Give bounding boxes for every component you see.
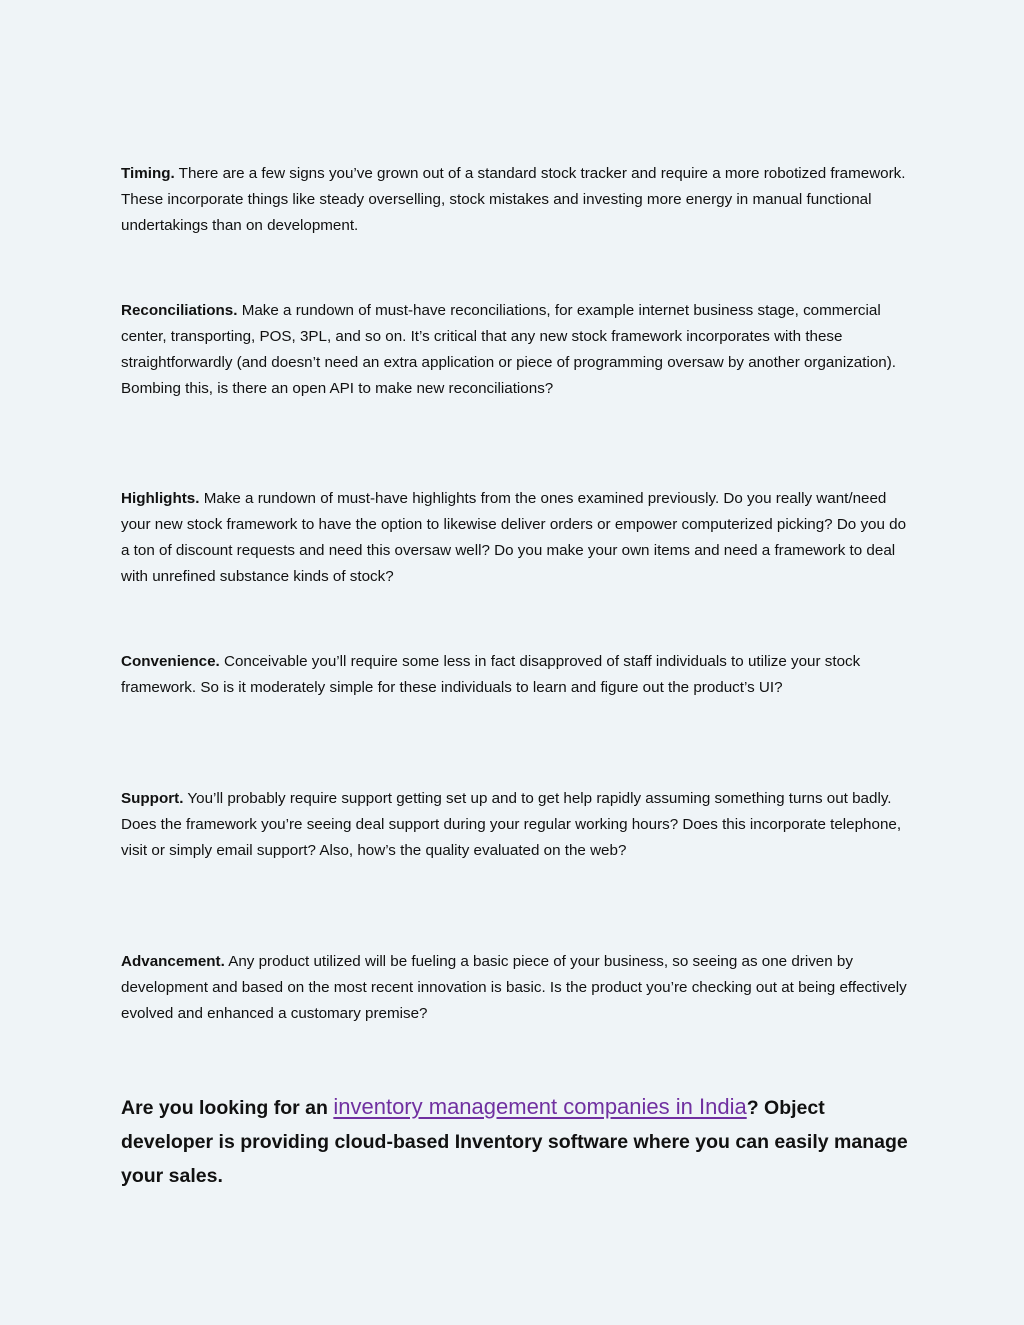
section-body: Any product utilized will be fueling a basic piece of your business, so seeing as one driven by development and based on the most recent innovation is basic. Is the product you’re checking out at being effectively evolved and enhanced a customary premise?: [121, 953, 907, 1022]
section-term: Timing.: [121, 165, 175, 182]
section-highlights: [121, 486, 911, 590]
inventory-companies-link[interactable]: inventory management companies in India: [333, 1094, 747, 1119]
cta-tail: ? Object developer is providing cloud-based Inventory software where you can easily manage your sales.: [121, 1097, 908, 1187]
call-to-action: [121, 1090, 911, 1193]
section-body: There are a few signs you’ve grown out of a standard stock tracker and require a more robotized framework. These incorporate things like steady overselling, stock mistakes and investing more energy in manual functional undertakings than on development.: [121, 165, 906, 234]
section-body: Make a rundown of must-have highlights from the ones examined previously. Do you really want/need your new stock framework to have the option to likewise deliver orders or empower computerized picking? Do you do a ton of discount requests and need this oversaw well? Do you make your own items and need a framework to deal with unrefined substance kinds of stock?: [121, 490, 907, 585]
section-convenience: [121, 649, 911, 701]
section-term: Reconciliations.: [121, 302, 238, 319]
section-term: Support.: [121, 790, 184, 807]
section-support: [121, 786, 911, 864]
section-term: Advancement.: [121, 953, 225, 970]
section-reconciliations: [121, 298, 911, 402]
section-term: Convenience.: [121, 653, 220, 670]
section-term: Highlights.: [121, 490, 200, 507]
section-timing: [121, 161, 911, 239]
cta-lead: Are you looking for an: [121, 1097, 334, 1119]
section-body: Make a rundown of must-have reconciliations, for example internet business stage, commercial center, transporting, POS, 3PL, and so on. It’s critical that any new stock framework incorporates with these straightforwardly (and doesn’t need an extra application or piece of programming oversaw by another organization). Bombing this, is there an open API to make new reconciliations?: [121, 302, 896, 397]
section-body: Conceivable you’ll require some less in fact disapproved of staff individuals to utilize your stock framework. So is it moderately simple for these individuals to learn and figure out the product’s UI?: [121, 653, 861, 696]
section-advancement: [121, 949, 911, 1027]
section-body: You’ll probably require support getting set up and to get help rapidly assuming something turns out badly. Does the framework you’re seeing deal support during your regular working hours? Does this incorporate telephone, visit or simply email support? Also, how’s the quality evaluated on the web?: [121, 790, 902, 859]
